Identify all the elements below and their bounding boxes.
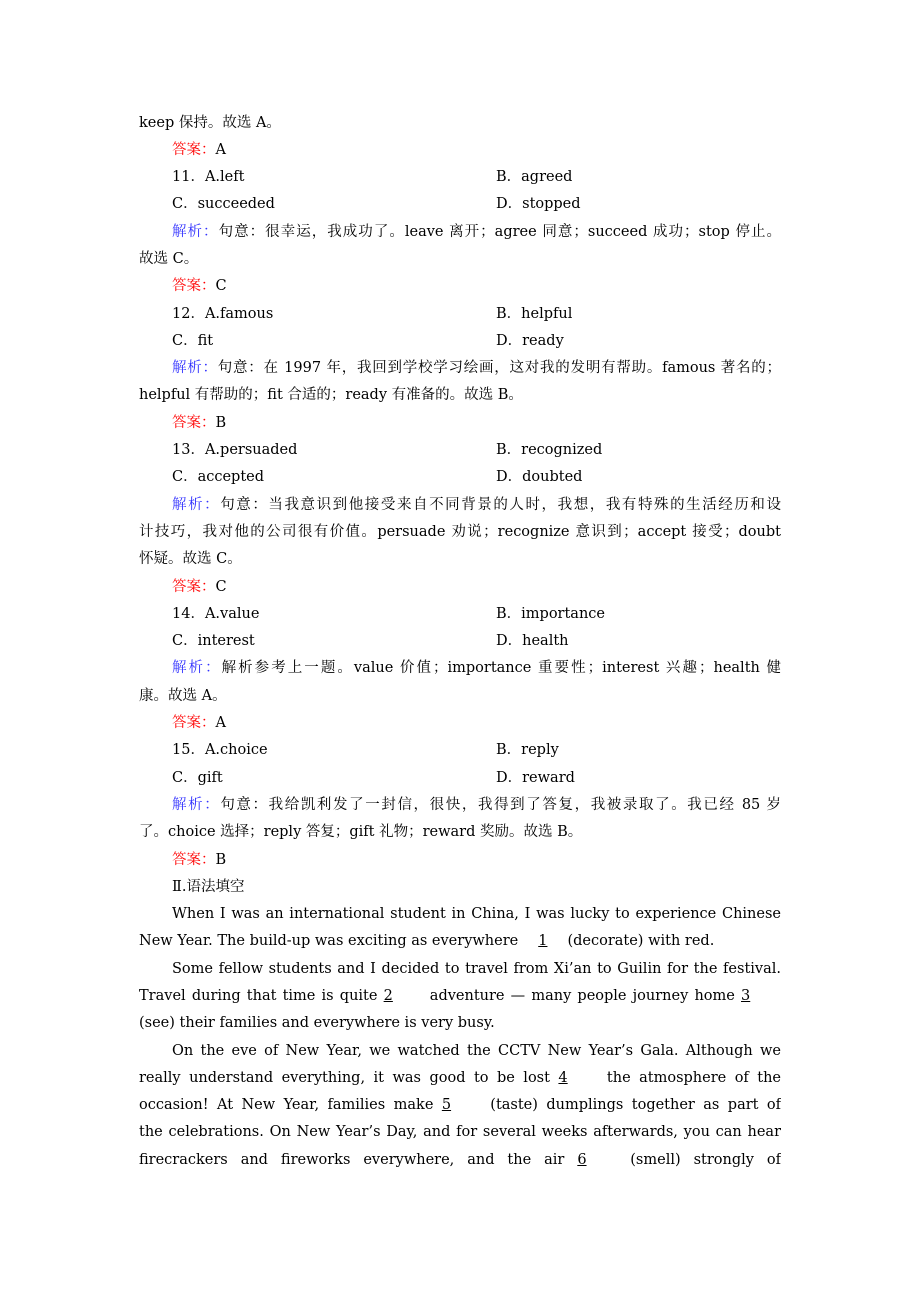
options-row-ab — [139, 737, 781, 764]
answer-line — [139, 137, 781, 164]
option-a: 11．A.left — [172, 169, 245, 186]
question-block — [139, 601, 781, 737]
answer-line — [139, 273, 781, 300]
analysis-label: 解析： — [172, 360, 218, 377]
question-block — [139, 437, 781, 601]
answer-value: C — [215, 578, 227, 595]
options-row-cd — [139, 191, 781, 218]
answer-label: 答案： — [172, 715, 216, 732]
answer-line — [139, 410, 781, 437]
option-c: C．succeeded — [172, 196, 275, 213]
analysis-label: 解析： — [172, 496, 221, 513]
analysis-line: 故选 C。 — [139, 250, 199, 267]
answer-label: 答案： — [172, 414, 216, 431]
answer-label: 答案： — [172, 578, 216, 595]
options-row-ab — [139, 164, 781, 191]
analysis-line: 了。choice 选择；reply 答复；gift 礼物；reward 奖励。故选 B。 — [139, 824, 583, 841]
passage-line: firecrackers and fireworks everywhere, and the air 6 (smell) strongly of — [139, 1147, 781, 1174]
passage-line: really understand everything, it was good to be lost 4 the atmosphere of the — [139, 1065, 781, 1092]
option-b: B．agreed — [496, 169, 573, 186]
options-row-cd — [139, 765, 781, 792]
analysis-line: 计技巧，我对他的公司很有价值。persuade 劝说；recognize 意识到；accept 接受；doubt — [139, 523, 781, 540]
analysis-line: 解析：句意：当我意识到他接受来自不同背景的人时，我想，我有特殊的生活经历和设 — [172, 496, 781, 513]
answer-value: B — [215, 851, 227, 868]
options-row-cd — [139, 464, 781, 491]
analysis-line: 怀疑。故选 C。 — [139, 551, 242, 568]
option-d: D．health — [496, 633, 569, 650]
passage-line: When I was an international student in China, I was lucky to experience Chinese — [172, 906, 781, 923]
option-b: B．recognized — [496, 442, 603, 459]
option-d: D．doubted — [496, 469, 583, 486]
analysis-line: 解析：句意：在 1997 年，我回到学校学习绘画，这对我的发明有帮助。famous 著名的； — [172, 360, 781, 377]
answer-line — [139, 847, 781, 874]
answer-value: B — [215, 414, 227, 431]
answer-line — [139, 574, 781, 601]
blank-3[interactable]: 3 — [741, 988, 751, 1004]
answer-label: 答案： — [172, 141, 216, 158]
option-b: B．reply — [496, 742, 559, 759]
question-block — [139, 164, 781, 300]
document-page — [139, 110, 781, 1175]
section-title: Ⅱ.语法填空 — [172, 878, 245, 895]
option-d: D．stopped — [496, 196, 581, 213]
blank-5[interactable]: 5 — [441, 1097, 452, 1114]
question-block — [139, 737, 781, 873]
blank-2[interactable]: 2 — [383, 988, 393, 1004]
options-row-ab — [139, 437, 781, 464]
options-row-cd — [139, 628, 781, 655]
passage-line: Some fellow students and I decided to travel from Xi’an to Guilin for the festival. — [172, 960, 781, 977]
option-c: C．interest — [172, 633, 255, 650]
blank-6[interactable]: 6 — [577, 1151, 587, 1168]
analysis-label: 解析： — [172, 223, 219, 240]
option-a: 12．A.famous — [172, 305, 274, 322]
analysis-line: 解析：解析参考上一题。value 价值；importance 重要性；interest 兴趣；health 健 — [172, 660, 781, 677]
blank-4[interactable]: 4 — [558, 1069, 568, 1086]
answer-value: A — [215, 715, 226, 732]
option-a: 13．A.persuaded — [172, 442, 298, 459]
analysis-label: 解析： — [172, 660, 222, 677]
passage-line: Travel during that time is quite 2 adventure — many people journey home 3 — [139, 983, 781, 1010]
options-row-cd — [139, 328, 781, 355]
analysis-continuation: keep 保持。故选 A。 — [139, 114, 281, 131]
options-row-ab — [139, 601, 781, 628]
option-d: D．ready — [496, 332, 564, 349]
analysis-line: 康。故选 A。 — [139, 687, 227, 704]
option-c: C．accepted — [172, 469, 265, 486]
option-c: C．fit — [172, 332, 214, 349]
answer-value: C — [215, 278, 227, 295]
analysis-line: helpful 有帮助的；fit 合适的；ready 有准备的。故选 B。 — [139, 387, 523, 404]
passage-line: the celebrations. On New Year’s Day, and for several weeks afterwards, you can hear — [139, 1124, 781, 1141]
option-a: 15．A.choice — [172, 742, 268, 759]
option-b: B．helpful — [496, 305, 573, 322]
passage-line: occasion! At New Year, families make 5 (taste) dumplings together as part of — [139, 1092, 781, 1119]
analysis-line: 解析：句意：很幸运，我成功了。leave 离开；agree 同意；succeed 成功；stop 停止。 — [172, 223, 781, 240]
question-list — [139, 164, 781, 874]
answer-value: A — [215, 141, 226, 158]
option-a: 14．A.value — [172, 605, 260, 622]
analysis-label: 解析： — [172, 796, 221, 813]
blank-1[interactable]: 1 — [538, 933, 548, 950]
option-b: B．importance — [496, 605, 605, 622]
passage-line: On the eve of New Year, we watched the CCTV New Year’s Gala. Although we — [172, 1042, 781, 1059]
answer-line — [139, 710, 781, 737]
option-d: D．reward — [496, 769, 575, 786]
question-block — [139, 301, 781, 437]
analysis-line: 解析：句意：我给凯利发了一封信，很快，我得到了答复，我被录取了。我已经 85 岁 — [172, 796, 781, 813]
answer-label: 答案： — [172, 278, 216, 295]
options-row-ab — [139, 301, 781, 328]
passage-line: New Year. The build-up was exciting as everywhere 1 (decorate) with red. — [139, 928, 781, 955]
answer-label: 答案： — [172, 851, 216, 868]
option-c: C．gift — [172, 769, 223, 786]
passage-line: (see) their families and everywhere is very busy. — [139, 1015, 495, 1032]
